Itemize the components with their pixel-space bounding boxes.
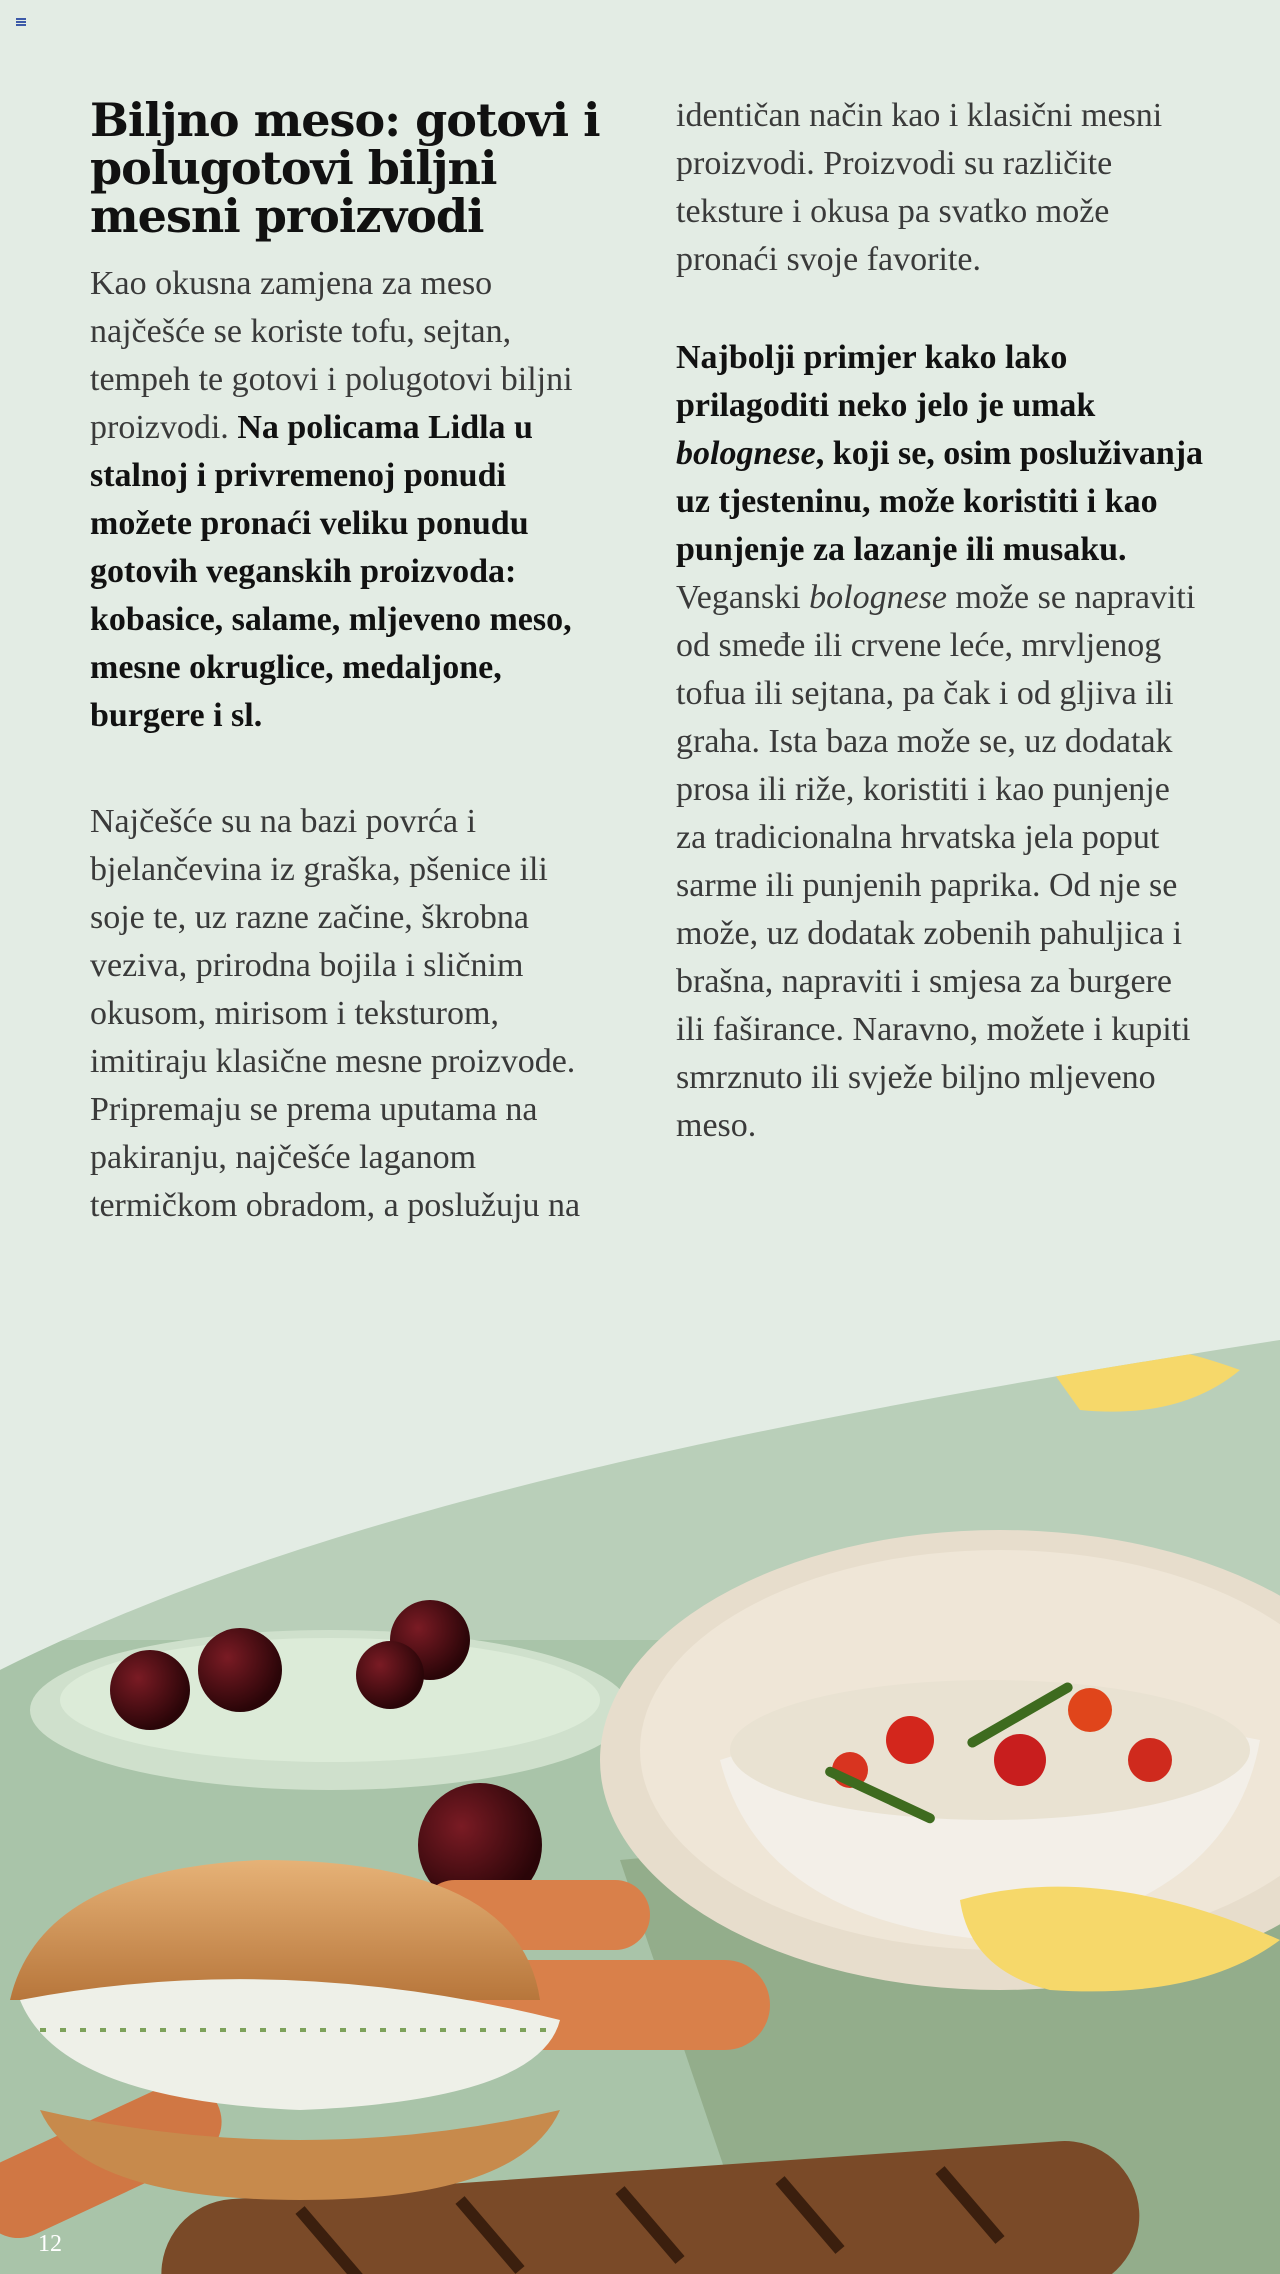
intro-paragraph: Kao okusna zamjena za meso najčešće se koriste tofu, sejtan, tempeh te gotovi i polugotovi biljni proizvodi. Na policama Lidla u stalnoj i privremenoj ponudi možete pronaći veliku ponudu gotovih veganskih proizvoda: kobasice, salame, mljeveno meso, mesne okruglice, medaljone, burgere i sl. xyxy=(90,265,573,734)
food-photo xyxy=(0,1340,1280,2274)
body-paragraph-continued: identičan način kao i klasični mesni proizvodi. Proizvodi su različite teksture i okusa pa svatko može pronaći svoje favorite. xyxy=(676,97,1163,278)
bolognese-paragraph: Najbolji primjer kako lako prilagoditi neko jelo je umak bolognese, koji se, osim posluživanja uz tjesteninu, može koristiti i kao punjenje za lazanje ili musaku. Veganski bolognese može se napraviti od smeđe ili crvene leće, mrvljenog tofua ili sejtana, pa čak i od gljiva ili graha. Ista baza može se, uz dodatak prosa ili riže, koristiti i kao punjenje za tradicionalna hrvatska jela poput sarme ili punjenih paprika. Od nje se može, uz dodatak zobenih pahuljica i brašna, napraviti i smjesa za burgere ili faširance. Naravno, možete i kupiti smrznuto ili svježe biljno mljeveno meso. xyxy=(676,339,1204,1144)
menu-icon[interactable] xyxy=(16,18,26,26)
body-paragraph: Najčešće su na bazi povrća i bjelančevina iz graška, pšenice ili soje te, uz razne začine, škrobna veziva, prirodna bojila i sličnim okusom, mirisom i teksturom, imitiraju klasične mesne proizvode. Pripremaju se prema uputama na pakiranju, najčešće laganom termičkom obradom, a poslužuju na xyxy=(90,803,581,1224)
page-number: 12 xyxy=(38,2231,62,2257)
right-column xyxy=(676,92,1206,1150)
article-heading: Biljno meso: gotovi i polugotovi biljni mesni proizvodi xyxy=(90,93,600,243)
left-column xyxy=(90,93,610,1230)
